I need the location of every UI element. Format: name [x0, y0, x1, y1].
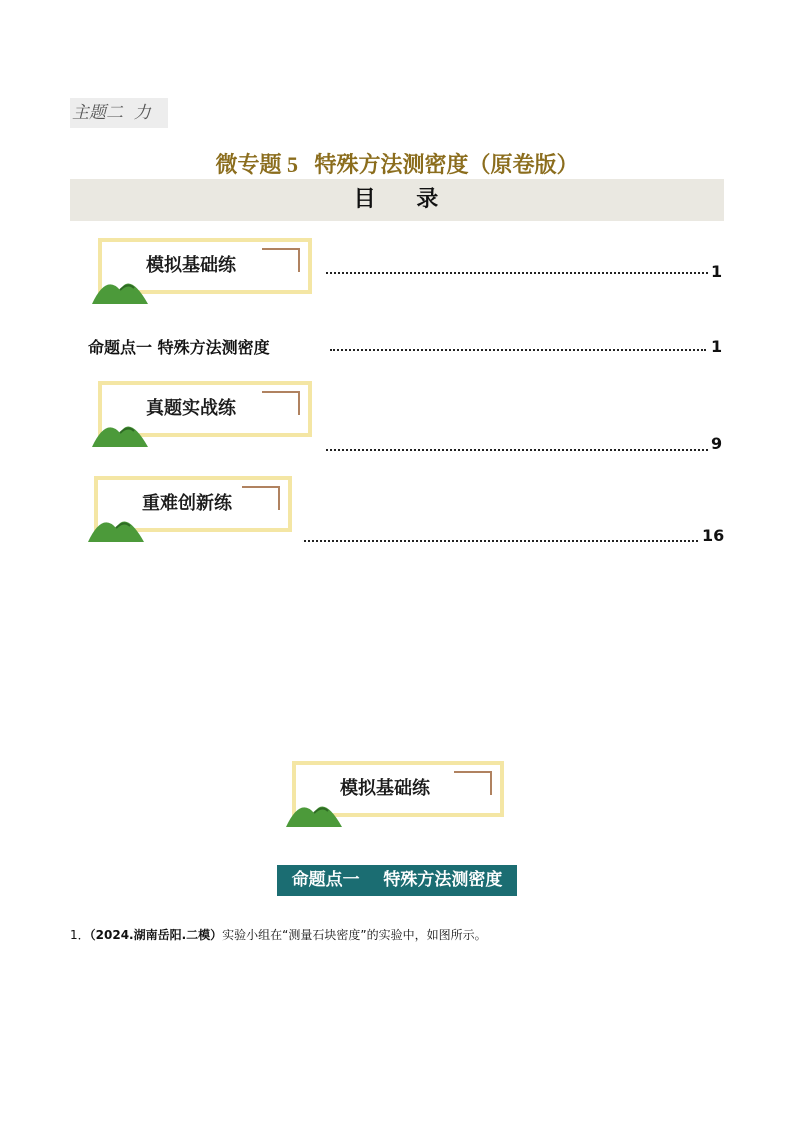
toc-page-number[interactable]: 1 [711, 337, 723, 356]
toc-page-number[interactable]: 1 [711, 262, 723, 281]
question-text: 实验小组在“测量石块密度”的实验中，如图所示。 [222, 928, 487, 942]
corner-decoration [454, 771, 492, 773]
question-source: （2024.湖南岳阳.二模） [89, 928, 223, 942]
topic-label: 主题二 力 [70, 98, 168, 128]
section-badge-simulation [292, 761, 504, 817]
corner-decoration [242, 486, 280, 488]
mountain-icon [284, 791, 348, 827]
corner-decoration [490, 771, 492, 795]
corner-decoration [262, 248, 300, 250]
toc-leader-dots [330, 349, 706, 351]
toc-page-number[interactable]: 16 [702, 526, 725, 545]
toc-heading: 目 录 [70, 179, 724, 221]
corner-decoration [278, 486, 280, 510]
mountain-icon [90, 411, 154, 447]
mountain-icon [90, 268, 154, 304]
toc-leader-dots [326, 449, 708, 451]
toc-badge-label: 模拟基础练 [146, 255, 236, 276]
section-badge-label: 模拟基础练 [340, 778, 430, 799]
toc-page-number[interactable]: 9 [711, 434, 723, 453]
toc-badge-label: 重难创新练 [142, 493, 232, 514]
corner-decoration [298, 391, 300, 415]
toc-badge-label: 真题实战练 [146, 398, 236, 419]
toc-leader-dots [326, 272, 708, 274]
question-item [70, 926, 487, 943]
corner-decoration [262, 391, 300, 393]
question-number: 1． [70, 928, 90, 942]
mountain-icon [86, 506, 150, 542]
document-title: 微专题 5 特殊方法测密度（原卷版） [215, 152, 579, 177]
toc-badge-real-exam[interactable] [98, 381, 312, 437]
toc-leader-dots [304, 540, 698, 542]
toc-badge-simulation[interactable] [98, 238, 312, 294]
toc-badge-innovation[interactable] [94, 476, 292, 532]
corner-decoration [298, 248, 300, 272]
toc-entry-proposition-1[interactable]: 命题点一 特殊方法测密度 [88, 338, 270, 357]
section-subheading: 命题点一 特殊方法测密度 [277, 865, 517, 896]
